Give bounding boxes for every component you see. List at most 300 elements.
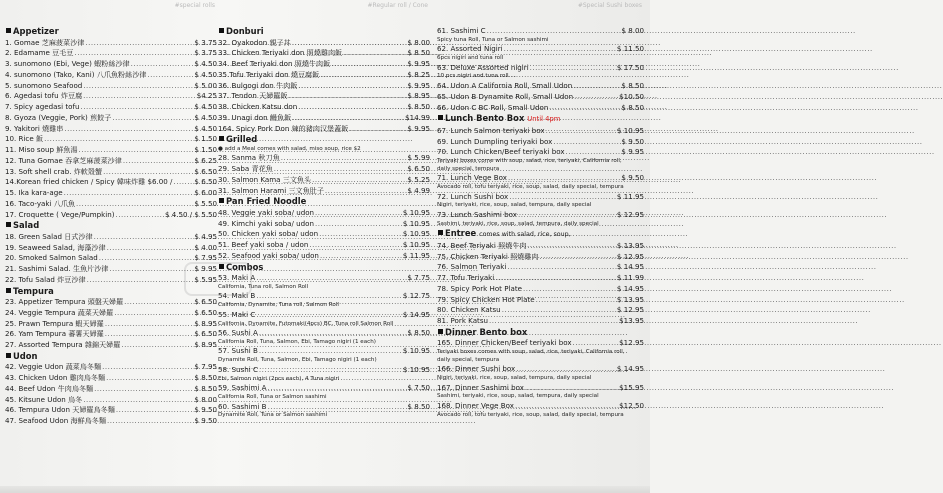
menu-item-row xyxy=(218,59,430,70)
menu-item-price: $ 3.75 xyxy=(194,37,217,47)
menu-item-name: 75. Chicken Teriyaki 照燒雞肉 xyxy=(437,251,539,261)
menu-item-name: 53. Maki A xyxy=(218,273,256,283)
dot-leader xyxy=(106,373,193,384)
menu-item-name: 42. Veggie Udon 蔬菜烏冬麵 xyxy=(5,362,102,372)
dot-leader xyxy=(124,297,193,308)
menu-item-row xyxy=(5,113,217,124)
menu-item-name: 6. Agedasi tofu 炸豆腐 xyxy=(5,91,83,101)
menu-item-name: 73. Lunch Sashimi box xyxy=(437,209,517,219)
menu-item-description: Nigiri, teriyaki, rice, soup, salad, tempura, daily special xyxy=(437,374,592,381)
menu-item xyxy=(5,199,217,210)
menu-item-name: 13. Soft shell crab. 炸軟殼蟹 xyxy=(5,166,103,176)
menu-item xyxy=(218,383,430,394)
menu-item-name: 77. Tofu Teriyaki xyxy=(437,273,495,282)
menu-item-price: $ 10.95 xyxy=(402,207,430,217)
dot-leader xyxy=(349,124,406,135)
dot-leader xyxy=(123,156,194,167)
menu-item-price: $12.95 xyxy=(619,338,644,348)
menu-item-row xyxy=(437,273,644,284)
menu-item-description: daily special, tempura xyxy=(437,356,500,363)
dot-leader xyxy=(319,229,402,240)
menu-item-row xyxy=(437,103,644,114)
menu-item xyxy=(437,316,644,327)
menu-item-row xyxy=(437,44,644,55)
menu-item xyxy=(5,124,217,135)
menu-item xyxy=(437,262,644,273)
menu-item-name: 50. Chicken yaki soba/ udon xyxy=(218,229,319,239)
menu-item xyxy=(5,373,217,384)
dot-leader xyxy=(256,273,406,284)
menu-item-price: $ 9.50 xyxy=(621,173,644,183)
section-note: comes with salad, rice, soup, xyxy=(479,231,571,239)
menu-item-price: $ 8.50 xyxy=(621,81,644,91)
menu-item xyxy=(218,164,430,175)
menu-item-price: $ 12.95 xyxy=(616,251,644,261)
menu-item-name: 9. Yakitori 燒雞串 xyxy=(5,123,64,133)
menu-item-row xyxy=(5,416,217,427)
section-title: Dinner Bento box xyxy=(445,326,528,337)
menu-item xyxy=(218,310,430,321)
menu-item-description: California Roll, Tuna, Salmon, Ebi, Tamago nigiri (1 each) xyxy=(218,338,376,345)
menu-item-price: $ 4.50 xyxy=(194,69,217,79)
menu-item-row xyxy=(218,153,430,164)
ghost-header-text: #special rolls xyxy=(174,2,215,9)
menu-item-row xyxy=(437,137,644,148)
menu-item-price: $ 13.95 xyxy=(616,240,644,250)
bullet-square-icon xyxy=(6,222,11,227)
dot-leader xyxy=(259,346,402,357)
menu-item-price: $10.50 xyxy=(619,91,644,101)
menu-item-name: 5. sunomono Seafood xyxy=(5,80,83,90)
dot-leader xyxy=(553,137,620,148)
menu-item-price: $ 8.50 xyxy=(621,102,644,112)
menu-item-row xyxy=(5,156,217,167)
menu-item-row xyxy=(5,48,217,59)
menu-item-price: $ 13.95 xyxy=(616,294,644,304)
menu-item xyxy=(5,232,217,243)
bullet-square-icon xyxy=(6,28,11,33)
section-title: Donburi xyxy=(226,26,264,36)
menu-column-middle xyxy=(218,0,430,420)
menu-item-row xyxy=(437,364,644,375)
dot-leader xyxy=(298,102,406,113)
menu-item-name: 51. Beef yaki soba / udon xyxy=(218,240,309,250)
menu-item-description: Spicy tuna Roll, Tuna or Salmon sashimi xyxy=(437,36,549,43)
dot-leader xyxy=(64,188,194,199)
menu-item xyxy=(5,210,217,221)
menu-item-row xyxy=(437,305,644,316)
menu-item-row xyxy=(218,81,430,92)
menu-item-price: $ 8.50 xyxy=(407,102,430,111)
column-header-right xyxy=(437,0,644,26)
menu-item xyxy=(437,147,644,158)
dot-leader xyxy=(80,102,193,113)
menu-item-row xyxy=(218,240,430,251)
menu-item xyxy=(437,81,644,92)
menu-item xyxy=(5,91,217,102)
dot-leader xyxy=(259,365,402,376)
menu-item-price: $ 10.95 xyxy=(402,364,430,374)
menu-item-price: $ 5.00 xyxy=(194,80,217,90)
menu-item xyxy=(5,297,217,308)
menu-item-name: 55. Maki C xyxy=(218,309,256,319)
menu-item-price: $ 14.95 xyxy=(616,262,644,272)
menu-item-row xyxy=(5,210,217,221)
dot-leader xyxy=(536,295,616,306)
dot-leader xyxy=(487,26,621,37)
column-header-middle xyxy=(218,0,430,26)
menu-item-price: $ 6.50 xyxy=(194,297,217,306)
menu-item-row xyxy=(437,383,644,394)
dot-leader xyxy=(315,208,402,219)
bullet-square-icon xyxy=(219,136,224,141)
menu-item-name: 35.Tofu Teriyaki don 燒豆腐飯 xyxy=(218,69,320,79)
menu-item-price: $ 9.95 xyxy=(407,59,430,68)
menu-item-row xyxy=(5,362,217,373)
menu-item-row xyxy=(5,124,217,135)
menu-item-row xyxy=(5,232,217,243)
dot-leader xyxy=(281,153,407,164)
menu-item-name: 48. Veggie yaki soba/ udon xyxy=(218,207,315,217)
menu-item xyxy=(5,167,217,178)
menu-item-price: $ 1.50 xyxy=(194,145,217,154)
section-heading xyxy=(5,351,217,363)
menu-item-row xyxy=(218,383,430,394)
menu-item xyxy=(5,134,217,145)
menu-item-row xyxy=(437,252,644,263)
section-heading xyxy=(218,196,430,208)
menu-item-name: 76. Salmon Teriyaki xyxy=(437,262,507,272)
menu-item xyxy=(5,340,217,351)
dot-leader xyxy=(107,416,193,427)
menu-item-description: Ebi, Salmon nigiri (2pcs each), 4 Tuna nigiri xyxy=(218,375,340,382)
menu-item-name: 23. Appetizer Tempura 頭盤天婦羅 xyxy=(5,297,124,306)
menu-item xyxy=(5,362,217,373)
menu-item-description: 6pcs nigiri and tuna roll xyxy=(437,55,504,62)
dot-leader xyxy=(268,402,407,413)
dot-leader xyxy=(289,91,407,102)
menu-item-name: 24. Veggie Tempura 蔬菜天婦羅 xyxy=(5,307,114,317)
menu-item-description: Dynamite Roll, Tuna, Salmon, Ebi, Tamago nigiri (1 each) xyxy=(218,357,377,364)
menu-item-name: 62. Assorted Nigiri xyxy=(437,44,503,54)
dot-leader xyxy=(495,273,616,284)
menu-item xyxy=(5,243,217,254)
menu-item-name: 47. Seafood Udon 海鮮烏冬麵 xyxy=(5,416,106,425)
menu-item xyxy=(218,48,430,59)
menu-item-row xyxy=(437,210,644,221)
dot-leader xyxy=(515,401,618,412)
menu-item-row xyxy=(218,402,430,413)
menu-item-price: $ 5.99 xyxy=(407,153,430,163)
section-heading xyxy=(5,220,217,232)
dot-leader xyxy=(116,210,164,221)
menu-list-left xyxy=(5,26,217,427)
menu-item xyxy=(5,113,217,124)
dot-leader xyxy=(256,310,402,321)
menu-item-description: Nigiri, teriyaki, rice, soup, salad, tempura, daily special xyxy=(437,202,592,209)
menu-item-row xyxy=(218,124,430,135)
menu-item-price: $ 4.00 xyxy=(194,242,217,252)
menu-item xyxy=(5,384,217,395)
menu-item-description: Avocado roll, tofu teriyaki, rice, soup, salad, daily special, tempura xyxy=(437,183,624,190)
menu-item xyxy=(437,383,644,394)
section-title: Appetizer xyxy=(13,26,59,36)
menu-item-price: $ 4.50 / $ 5.50 xyxy=(164,209,217,219)
menu-item-price: $ 7.95 xyxy=(194,253,217,263)
dot-leader xyxy=(94,384,193,395)
menu-item xyxy=(5,70,217,81)
menu-item-name: 30. Salmon Kama 三文魚头 xyxy=(218,174,312,184)
menu-item-name: 168. Dinner Vege Box xyxy=(437,400,514,410)
section-note: Until 4pm xyxy=(527,115,561,124)
dot-leader xyxy=(343,48,406,59)
dot-leader xyxy=(103,167,193,178)
dot-leader xyxy=(502,305,616,316)
dot-leader xyxy=(574,92,618,103)
menu-item-description: Avocado roll, tofu teriyaki, rice, soup, salad, daily special, tempura xyxy=(437,411,624,418)
menu-item-name: 43. Chicken Udon 雞肉烏冬麵 xyxy=(5,373,106,382)
dot-leader xyxy=(64,124,193,135)
menu-item-row xyxy=(5,308,217,319)
menu-item-price: $4.25 xyxy=(196,91,217,101)
menu-item xyxy=(5,177,217,188)
menu-item-name: 28. Sanma 秋刀魚 xyxy=(218,153,280,163)
menu-item-row xyxy=(437,316,644,327)
menu-item-row xyxy=(437,147,644,158)
menu-item-row xyxy=(5,384,217,395)
menu-item-description: Teriyaki boxes come with soup, salad, rice, teriyaki, California roll, xyxy=(437,158,622,165)
dot-leader xyxy=(114,308,193,319)
menu-item-name: 20. Smoked Salmon Salad xyxy=(5,253,98,263)
menu-item-price: $ 9.95 xyxy=(194,264,217,273)
menu-item-price: $ 14.95 xyxy=(402,309,430,319)
menu-item-name: 74. Beef Teriyaki 照燒牛肉 xyxy=(437,240,527,250)
menu-item xyxy=(5,405,217,416)
menu-item-row xyxy=(5,253,217,264)
menu-item-price: $ 9.50 xyxy=(194,405,217,415)
menu-item-name: 59. Sashimi A xyxy=(218,383,267,393)
menu-item-name: 27. Assorted Tempura 雜錦天婦羅 xyxy=(5,340,121,349)
bullet-square-icon xyxy=(438,115,443,120)
menu-item-price: $ 4.50 xyxy=(194,59,217,68)
menu-item-price: $ 6.50 xyxy=(194,166,217,176)
menu-item-price: $ 9.50 xyxy=(621,136,644,146)
menu-item-row xyxy=(437,295,644,306)
dot-leader xyxy=(566,147,621,158)
menu-column-right xyxy=(437,0,644,419)
dot-leader xyxy=(320,70,406,81)
dot-leader xyxy=(274,164,407,175)
menu-item-price: $ 6.50 xyxy=(194,177,217,187)
section-heading xyxy=(218,134,430,146)
menu-item-price: $ 14.95 xyxy=(616,364,644,374)
dot-leader xyxy=(94,232,194,243)
menu-item-price: $ 9.95 xyxy=(407,80,430,90)
section-heading xyxy=(437,327,644,339)
dot-leader xyxy=(309,240,402,251)
dot-leader xyxy=(315,219,402,230)
menu-item-row xyxy=(437,92,644,103)
menu-item-row xyxy=(218,365,430,376)
dot-leader xyxy=(312,175,406,186)
menu-item xyxy=(218,70,430,81)
menu-item-row xyxy=(218,328,430,339)
menu-item-description: Teriyaki boxes comes with soup, salad, rice, teriyaki, California roll, xyxy=(437,349,625,355)
menu-item xyxy=(437,192,644,203)
menu-item-price: $ 6.50 xyxy=(194,329,217,339)
dot-leader xyxy=(268,383,407,394)
menu-item-price: $ 6.25 xyxy=(194,155,217,165)
menu-item-row xyxy=(218,113,430,124)
dot-leader xyxy=(107,243,194,254)
section-title: Grilled xyxy=(226,134,258,145)
menu-item-name: 52. Seafood yaki soba/ udon xyxy=(218,250,319,260)
dot-leader xyxy=(549,103,620,114)
menu-item-price: $ 8.50 xyxy=(194,373,217,382)
dot-leader xyxy=(546,126,616,137)
menu-item-name: 15. Ika kara-age xyxy=(5,188,63,197)
menu-item-price: $13.95 xyxy=(619,316,644,325)
dot-leader xyxy=(131,59,194,70)
menu-item-name: 16. Taco-yaki 八爪魚 xyxy=(5,198,76,208)
menu-item-price: $ 10.95 xyxy=(402,229,430,239)
menu-item-price: $ 8.00 xyxy=(621,26,644,35)
menu-item-name: 11. Miso soup 鮮魚湯 xyxy=(5,145,78,154)
menu-item-row xyxy=(218,164,430,175)
menu-item xyxy=(437,126,644,137)
bullet-square-icon xyxy=(438,230,443,235)
menu-item-name: 80. Chicken Katsu xyxy=(437,305,501,315)
menu-item xyxy=(437,241,644,252)
menu-item xyxy=(5,416,217,427)
dot-leader xyxy=(79,145,194,156)
menu-item-row xyxy=(218,102,430,113)
section-title: Udon xyxy=(13,350,38,361)
menu-item-row xyxy=(5,91,217,102)
menu-item-row xyxy=(218,186,430,197)
menu-item-name: 19. Seaweed Salad, 海藻沙律 xyxy=(5,242,106,252)
menu-item-row xyxy=(5,243,217,254)
menu-item-row xyxy=(437,338,644,349)
menu-item-name: 165. Dinner Chicken/Beef teriyaki box xyxy=(437,338,572,348)
menu-item-name: 45. Kitsune Udon 烏冬 xyxy=(5,394,83,404)
menu-item xyxy=(437,137,644,148)
dot-leader xyxy=(99,253,194,264)
menu-item xyxy=(218,208,430,219)
menu-column-left xyxy=(5,0,217,427)
dot-leader xyxy=(83,91,196,102)
menu-item-row xyxy=(218,219,430,230)
menu-item-price: $ 4.95 xyxy=(194,231,217,241)
menu-item-row xyxy=(218,48,430,59)
menu-item-name: 36. Bulgogi don 牛肉飯 xyxy=(218,80,298,90)
menu-item-price: $ 4.50 xyxy=(194,102,217,111)
menu-item-row xyxy=(437,63,644,74)
menu-item-name: 57. Sushi B xyxy=(218,346,258,356)
dot-leader xyxy=(325,186,407,197)
menu-item xyxy=(5,145,217,156)
menu-item xyxy=(218,240,430,251)
dot-leader xyxy=(105,319,194,330)
menu-item-price: $14.99 xyxy=(405,112,430,122)
menu-item-price: $ 4.50 xyxy=(194,123,217,133)
menu-item-price: $ 8.50 xyxy=(407,328,430,338)
menu-item-price: $ 9.95 xyxy=(621,147,644,157)
dot-leader xyxy=(74,48,193,59)
menu-item-name: 10. Rice 飯 xyxy=(5,134,44,144)
menu-item-row xyxy=(5,177,217,188)
menu-item-description: Dynamite Roll, Tuna or Salmon sashimi xyxy=(218,412,328,419)
page-bottom-edge xyxy=(0,486,650,493)
bullet-square-icon xyxy=(438,329,443,334)
dot-leader xyxy=(292,38,407,49)
dot-leader xyxy=(102,362,193,373)
menu-item-name: 60. Sashimi B xyxy=(218,401,267,411)
menu-item-name: 7. Spicy agedasi tofu xyxy=(5,102,80,111)
menu-item-row xyxy=(437,262,644,273)
menu-item-name: 63. Deluxe Assorted nigiri xyxy=(437,62,529,72)
dot-leader xyxy=(573,338,619,349)
menu-item-row xyxy=(5,59,217,70)
menu-item xyxy=(218,102,430,113)
menu-item-name: 17. Croquette ( Vege/Pumpkin) xyxy=(5,209,115,219)
menu-item-price: $ 11.95 xyxy=(616,191,644,201)
menu-item xyxy=(5,48,217,59)
dot-leader xyxy=(509,192,616,203)
menu-item-price: $ 7.95 xyxy=(194,362,217,372)
menu-item xyxy=(437,103,644,114)
menu-item xyxy=(218,328,430,339)
menu-item xyxy=(218,251,430,262)
menu-item-name: 37. Tendon 天婦羅飯 xyxy=(218,91,288,101)
menu-item xyxy=(218,59,430,70)
ghost-header-text: #Regular roll / Cone xyxy=(367,2,428,9)
menu-item-row xyxy=(437,126,644,137)
menu-item-row xyxy=(218,229,430,240)
menu-item-name: 78. Spicy Pork Hot Plate xyxy=(437,283,522,293)
dot-leader xyxy=(105,329,194,340)
menu-item-price: $ 8.25 xyxy=(407,69,430,79)
menu-item-name: 72. Lunch Sushi box xyxy=(437,191,509,201)
dot-leader xyxy=(539,252,615,263)
menu-item-row xyxy=(437,81,644,92)
menu-item-price: $ 5.95 xyxy=(194,274,217,284)
menu-item xyxy=(5,156,217,167)
menu-item-row xyxy=(5,373,217,384)
menu-item-row xyxy=(218,346,430,357)
menu-item-name: 3. sunomono (Ebi, Vege) 蝦粉絲沙律 xyxy=(5,59,130,68)
menu-item-price: $ 4.50 xyxy=(194,112,217,122)
menu-item xyxy=(5,38,217,49)
menu-item-price: $ 8.95 xyxy=(194,340,217,349)
menu-item-name: 49. Kimchi yaki soba/ udon xyxy=(218,218,314,228)
menu-item-row xyxy=(5,167,217,178)
dot-leader xyxy=(320,251,402,262)
menu-item-price: $ 6.50 xyxy=(407,164,430,174)
menu-item-description: ● add a Meal comes with salad, miso soup, rice $2 xyxy=(218,145,361,152)
dot-leader xyxy=(109,264,193,275)
dot-leader xyxy=(112,113,193,124)
menu-item-name: 56. Sushi A xyxy=(218,328,258,338)
menu-item xyxy=(437,401,644,412)
dot-leader xyxy=(489,316,618,327)
menu-item-row xyxy=(218,175,430,186)
menu-item-price: $ 3.75 xyxy=(194,48,217,58)
menu-item-name: 26. Yam Tempura 蕃薯天婦羅 xyxy=(5,329,104,339)
menu-item xyxy=(437,92,644,103)
dot-leader xyxy=(256,291,402,302)
menu-item-price: $15.95 xyxy=(619,382,644,392)
